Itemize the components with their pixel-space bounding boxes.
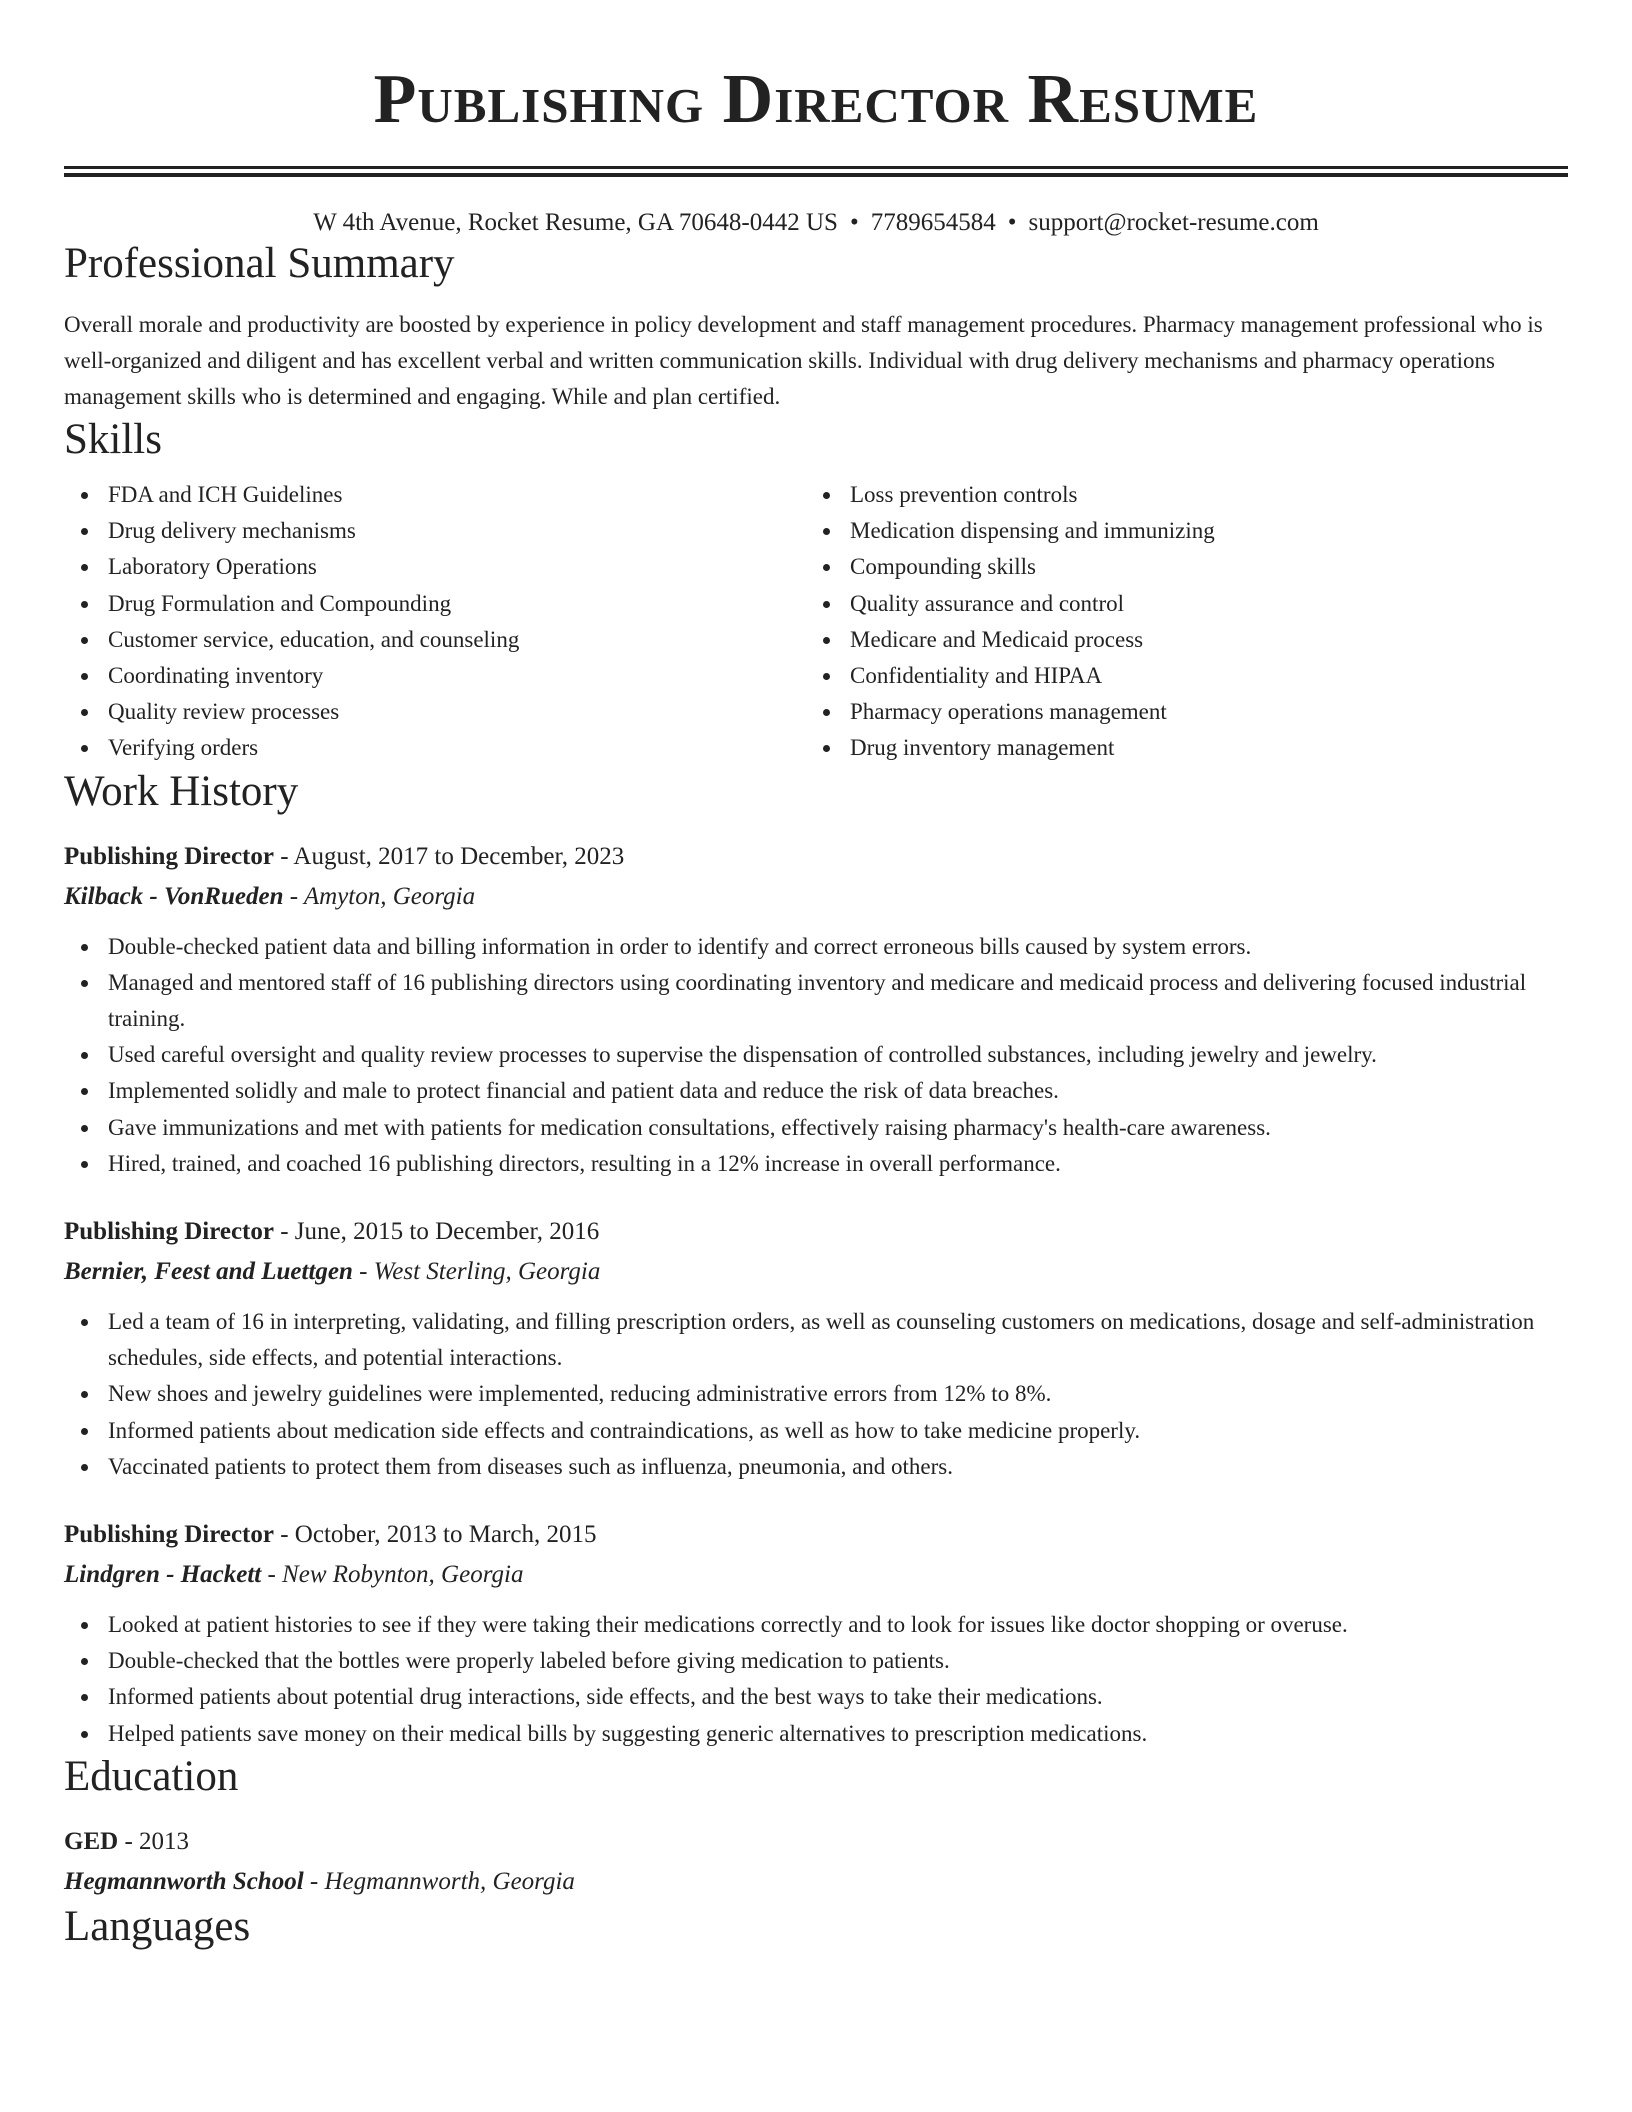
education-heading: Education — [64, 1752, 239, 1800]
skill-item: Quality assurance and control — [806, 586, 1548, 622]
job-dates: - August, 2017 to December, 2023 — [273, 842, 625, 870]
job-entry — [64, 837, 1568, 1182]
job-bullet: Helped patients save money on their medical bills by suggesting generic alternatives to prescription medications. — [64, 1716, 1568, 1752]
job-bullets — [64, 1304, 1568, 1485]
education-school-line — [64, 1862, 1568, 1902]
job-title-line — [64, 1212, 1568, 1252]
contact-phone: 7789654584 — [870, 209, 996, 236]
skill-item: Pharmacy operations management — [806, 694, 1548, 730]
skill-item: Drug inventory management — [806, 730, 1548, 766]
job-company: Bernier, Feest and Luettgen — [64, 1258, 353, 1286]
education-school: Hegmannworth School — [64, 1867, 304, 1895]
skill-item: FDA and ICH Guidelines — [64, 477, 806, 513]
job-bullet: Hired, trained, and coached 16 publishing directors, resulting in a 12% increase in overall performance. — [64, 1146, 1568, 1182]
job-title-line — [64, 1515, 1568, 1555]
job-bullet: Led a team of 16 in interpreting, validating, and filling prescription orders, as well as counseling customers on medications, dosage and self-administration schedules, side effects, and potential interactions. — [64, 1304, 1568, 1376]
skills-list-left — [64, 477, 806, 767]
skill-item: Drug Formulation and Compounding — [64, 586, 806, 622]
title-divider — [64, 166, 1568, 169]
job-location: - New Robynton, Georgia — [261, 1561, 524, 1589]
education-degree: GED — [64, 1827, 119, 1855]
job-company-line — [64, 877, 1568, 917]
job-title: Publishing Director — [64, 842, 274, 870]
page-title: Publishing Director Resume — [373, 61, 1259, 138]
languages-heading: Languages — [64, 1902, 251, 1950]
job-bullet: Double-checked patient data and billing information in order to identify and correct erroneous bills caused by system errors. — [64, 929, 1568, 965]
skill-item: Drug delivery mechanisms — [64, 513, 806, 549]
job-dates: - October, 2013 to March, 2015 — [273, 1521, 597, 1549]
job-title: Publishing Director — [64, 1218, 274, 1246]
job-company: Lindgren - Hackett — [64, 1561, 262, 1589]
skill-item: Quality review processes — [64, 694, 806, 730]
job-company: Kilback - VonRueden — [64, 882, 284, 910]
skill-item: Compounding skills — [806, 549, 1548, 585]
job-bullets — [64, 1607, 1568, 1752]
education-location: - Hegmannworth, Georgia — [303, 1867, 575, 1895]
job-bullet: Informed patients about potential drug interactions, side effects, and the best ways to take their medications. — [64, 1679, 1568, 1715]
work-history-heading: Work History — [64, 767, 299, 815]
job-bullet: New shoes and jewelry guidelines were implemented, reducing administrative errors from 12% to 8%. — [64, 1376, 1568, 1412]
job-location: - West Sterling, Georgia — [352, 1258, 601, 1286]
job-entry — [64, 1515, 1568, 1752]
skill-item: Verifying orders — [64, 730, 806, 766]
skill-item: Customer service, education, and counseling — [64, 622, 806, 658]
job-location: - Amyton, Georgia — [283, 882, 476, 910]
summary-heading: Professional Summary — [64, 240, 455, 287]
skill-item: Confidentiality and HIPAA — [806, 658, 1548, 694]
skill-item: Laboratory Operations — [64, 549, 806, 585]
resume-page — [64, 0, 1568, 1952]
contact-email: support@rocket-resume.com — [1028, 209, 1319, 236]
job-bullet: Double-checked that the bottles were properly labeled before giving medication to patients. — [64, 1643, 1568, 1679]
job-bullet: Implemented solidly and male to protect financial and patient data and reduce the risk of data breaches. — [64, 1073, 1568, 1109]
contact-line — [64, 207, 1568, 239]
job-entry — [64, 1212, 1568, 1485]
contact-separator: • — [1007, 209, 1017, 236]
job-title: Publishing Director — [64, 1521, 274, 1549]
job-bullet: Looked at patient histories to see if they were taking their medications correctly and to look for issues like doctor shopping or overuse. — [64, 1607, 1568, 1643]
summary-text: Overall morale and productivity are boosted by experience in policy development and staff management procedures. Pharmacy management professional who is well-organized and diligent and has excellent verbal and written communication skills. Individual with drug delivery mechanisms and pharmacy operations management skills who is determined and engaging. While and plan certified. — [64, 312, 1543, 409]
job-bullet: Gave immunizations and met with patients for medication consultations, effectively raising pharmacy's health-care awareness. — [64, 1110, 1568, 1146]
skills-list-right — [806, 477, 1548, 767]
skill-item: Coordinating inventory — [64, 658, 806, 694]
job-title-line — [64, 837, 1568, 877]
job-company-line — [64, 1252, 1568, 1292]
job-dates: - June, 2015 to December, 2016 — [273, 1218, 600, 1246]
job-bullets — [64, 929, 1568, 1182]
skill-item: Medicare and Medicaid process — [806, 622, 1548, 658]
job-company-line — [64, 1555, 1568, 1595]
job-bullet: Informed patients about medication side effects and contraindications, as well as how to take medicine properly. — [64, 1413, 1568, 1449]
education-entry — [64, 1822, 1568, 1902]
contact-separator: • — [849, 209, 859, 236]
skills-heading: Skills — [64, 416, 162, 463]
job-bullet: Vaccinated patients to protect them from diseases such as influenza, pneumonia, and others. — [64, 1449, 1568, 1485]
skill-item: Loss prevention controls — [806, 477, 1548, 513]
skill-item: Medication dispensing and immunizing — [806, 513, 1548, 549]
job-bullet: Managed and mentored staff of 16 publishing directors using coordinating inventory and medicare and medicaid process and delivering focused industrial training. — [64, 965, 1568, 1037]
education-degree-line — [64, 1822, 1568, 1862]
job-bullet: Used careful oversight and quality review processes to supervise the dispensation of controlled substances, including jewelry and jewelry. — [64, 1037, 1568, 1073]
education-year: - 2013 — [118, 1827, 190, 1855]
skills-columns — [64, 477, 1568, 767]
contact-address: W 4th Avenue, Rocket Resume, GA 70648-0442 US — [313, 209, 838, 236]
